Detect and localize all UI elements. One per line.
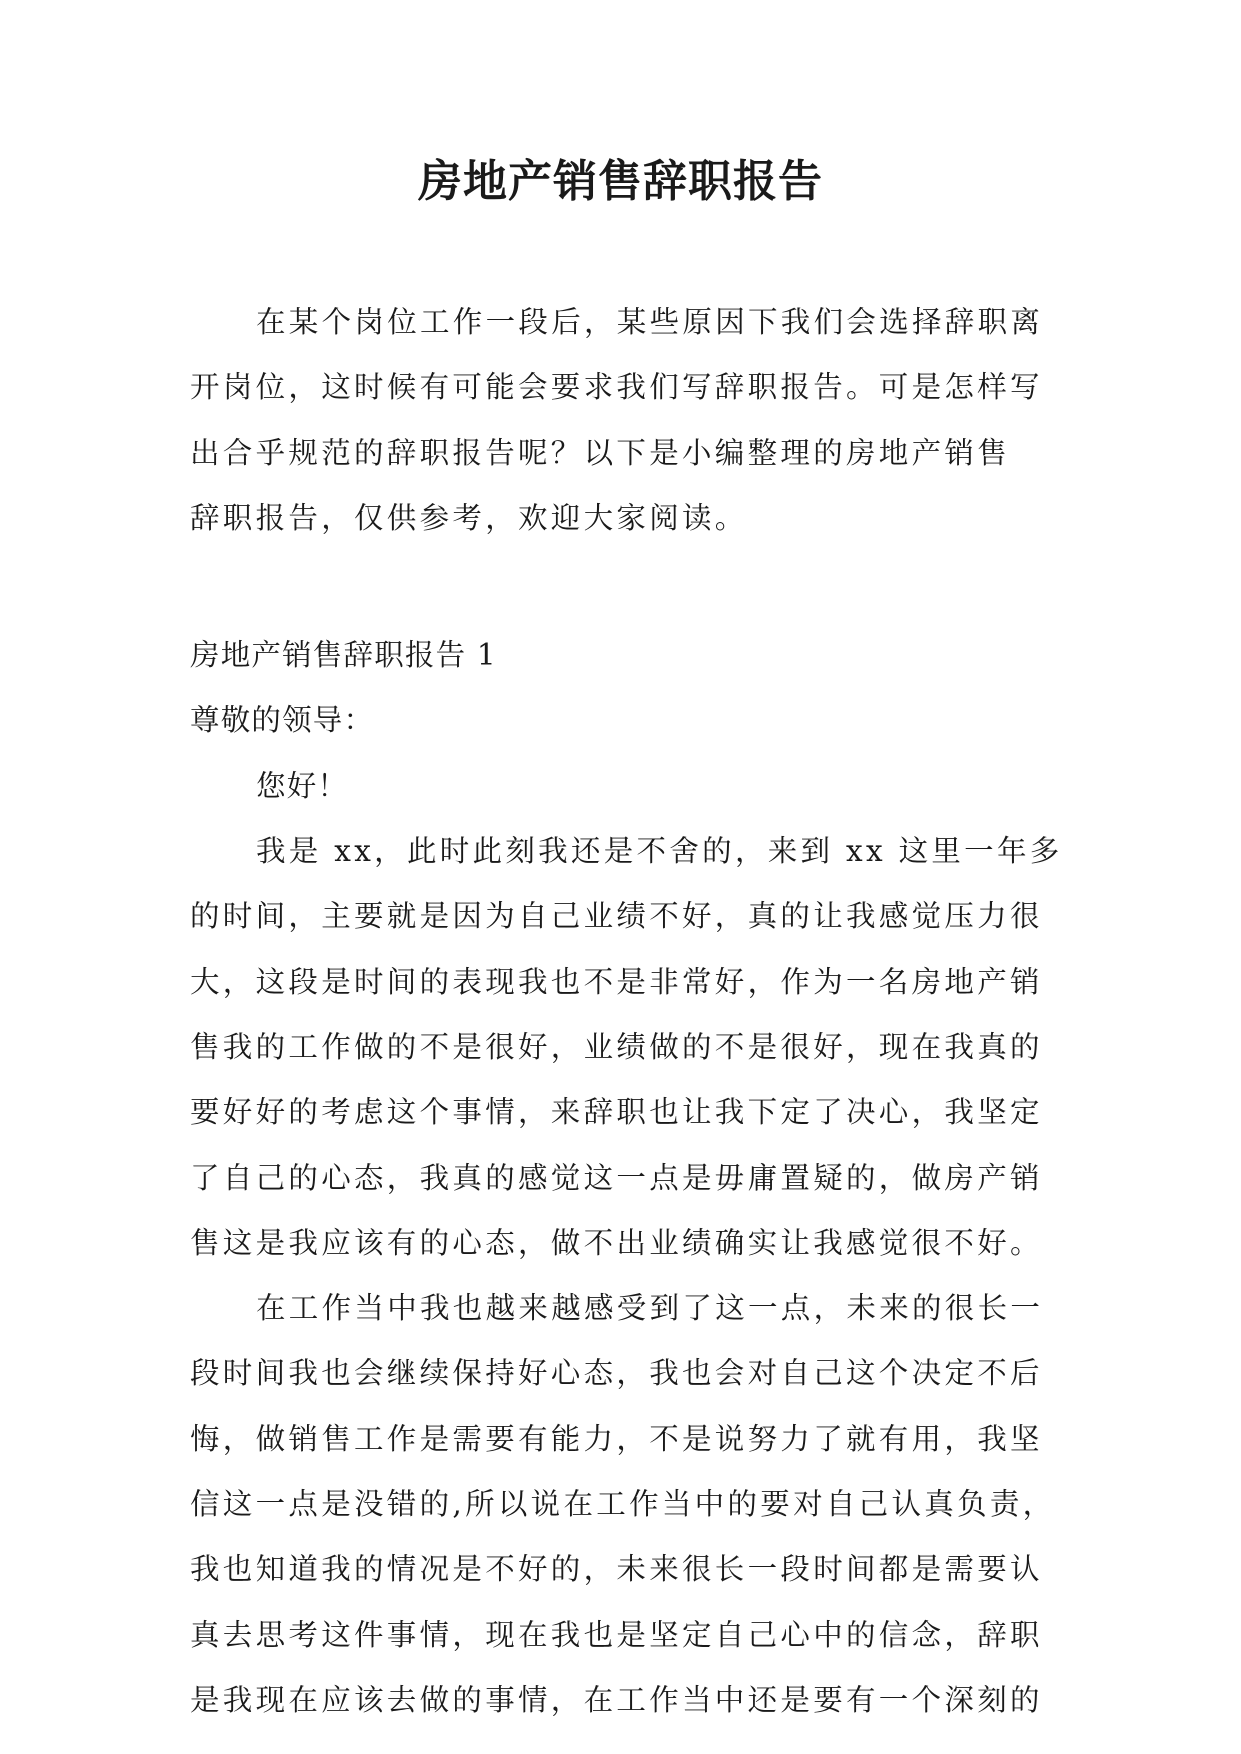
intro-paragraph <box>190 290 1060 551</box>
section-heading: 房地产销售辞职报告 1 <box>190 638 497 673</box>
intro-line: 在某个岗位工作一段后，某些原因下我们会选择辞职离 <box>256 305 1044 339</box>
paragraph-line: 我也知道我的情况是不好的，未来很长一段时间都是需要认 <box>190 1552 1043 1587</box>
body-paragraph-2 <box>190 1276 1060 1733</box>
paragraph-line: 的时间，主要就是因为自己业绩不好，真的让我感觉压力很 <box>190 899 1043 934</box>
intro-line: 开岗位，这时候有可能会要求我们写辞职报告。可是怎样写 <box>190 370 1043 405</box>
intro-line: 辞职报告，仅供参考，欢迎大家阅读。 <box>190 500 748 535</box>
paragraph-line: 售我的工作做的不是很好，业绩做的不是很好，现在我真的 <box>190 1029 1043 1064</box>
paragraph-line: 真去思考这件事情，现在我也是坚定自己心中的信念，辞职 <box>190 1617 1043 1652</box>
paragraph-line: 信这一点是没错的,所以说在工作当中的要对自己认真负责， <box>190 1487 1056 1522</box>
paragraph-line: 大，这段是时间的表现我也不是非常好，作为一名房地产销 <box>190 964 1043 999</box>
paragraph-line: 我是 xx，此时此刻我还是不舍的，来到 xx 这里一年多 <box>256 834 1063 869</box>
greeting: 您好！ <box>256 768 349 803</box>
paragraph-line: 段时间我也会继续保持好心态，我也会对自己这个决定不后 <box>190 1356 1043 1391</box>
paragraph-line: 悔，做销售工作是需要有能力，不是说努力了就有用，我坚 <box>190 1421 1043 1456</box>
paragraph-gap <box>190 551 1060 623</box>
body-paragraph-1 <box>190 819 1063 1276</box>
document-title: 房地产销售辞职报告 <box>418 156 823 207</box>
paragraph-line: 是我现在应该去做的事情，在工作当中还是要有一个深刻的 <box>190 1682 1043 1717</box>
intro-line: 出合乎规范的辞职报告呢？以下是小编整理的房地产销售 <box>190 435 1011 470</box>
paragraph-line: 了自己的心态，我真的感觉这一点是毋庸置疑的，做房产销 <box>190 1160 1043 1195</box>
paragraph-line: 要好好的考虑这个事情，来辞职也让我下定了决心，我坚定 <box>190 1095 1043 1130</box>
paragraph-line: 售这是我应该有的心态，做不出业绩确实让我感觉很不好。 <box>190 1225 1043 1260</box>
paragraph-line: 在工作当中我也越来越感受到了这一点，未来的很长一 <box>256 1291 1044 1326</box>
document-body <box>190 290 1063 1733</box>
salutation: 尊敬的领导： <box>190 703 375 738</box>
